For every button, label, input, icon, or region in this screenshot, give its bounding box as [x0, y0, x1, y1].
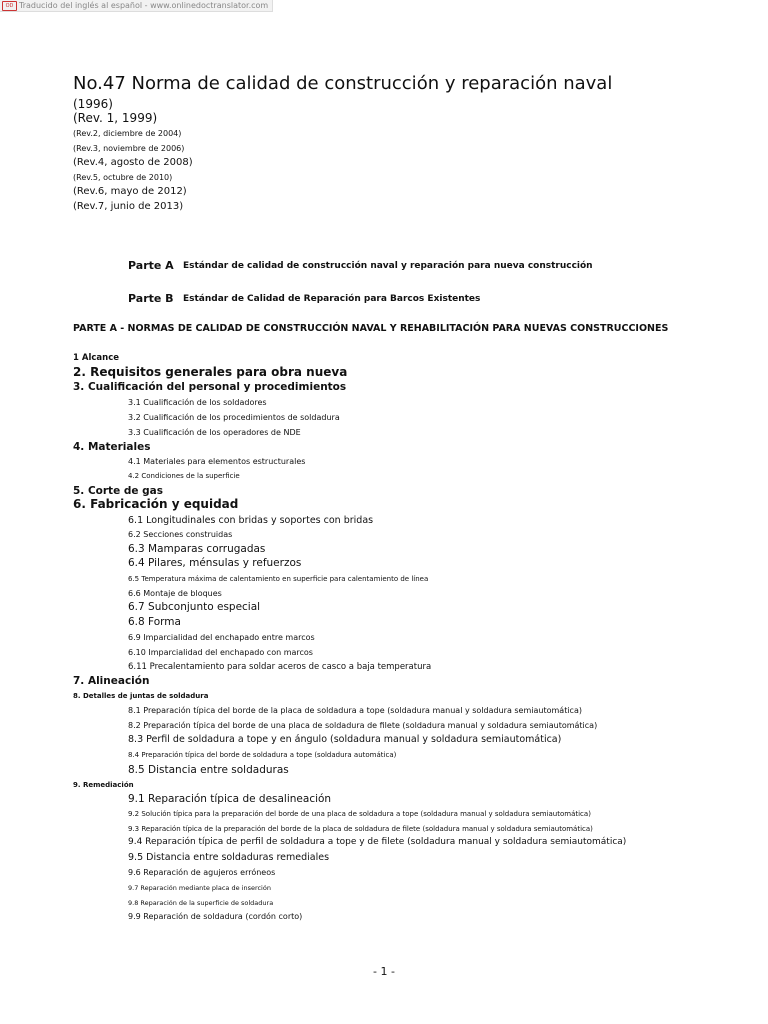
toc-subsection: 9.2 Solución típica para la preparación del borde de una placa de soldadura a tope (soldadura manual y soldadura semiautomática) [128, 810, 591, 818]
toc-subsection: 8.2 Preparación típica del borde de una placa de soldadura de filete (soldadura manual y soldadura semiautomática) [128, 721, 598, 730]
toc-subsection: 8.4 Preparación típica del borde de soldadura a tope (soldadura automática) [128, 751, 397, 759]
toc-subsection: 3.3 Cualificación de los operadores de NDE [128, 428, 301, 437]
toc-section: 8. Detalles de juntas de soldadura [73, 692, 209, 700]
document-title: No.47 Norma de calidad de construcción y reparación naval [73, 73, 613, 94]
toc-subsection: 6.3 Mamparas corrugadas [128, 543, 266, 555]
revision-line: (Rev.5, octubre de 2010) [73, 173, 173, 182]
toc-subsection: 6.9 Imparcialidad del enchapado entre marcos [128, 633, 315, 642]
translator-logo-icon: OD [2, 1, 17, 11]
toc-subsection: 9.9 Reparación de soldadura (cordón corto) [128, 912, 303, 921]
toc-subsection: 4.1 Materiales para elementos estructurales [128, 457, 306, 466]
part-b-label: Parte B [128, 292, 174, 305]
toc-subsection: 9.3 Reparación típica de la preparación del borde de la placa de soldadura de filete (soldadura manual y soldadura semiautomática) [128, 825, 593, 833]
revision-line: (1996) [73, 97, 113, 111]
toc-subsection: 8.3 Perfil de soldadura a tope y en ángulo (soldadura manual y soldadura semiautomática) [128, 734, 562, 745]
toc-subsection: 6.11 Precalentamiento para soldar aceros de casco a baja temperatura [128, 662, 432, 672]
toc-subsection: 6.2 Secciones construidas [128, 530, 233, 539]
toc-subsection: 9.5 Distancia entre soldaduras remediales [128, 852, 330, 863]
toc-subsection: 6.1 Longitudinales con bridas y soportes con bridas [128, 515, 374, 526]
toc-subsection: 6.6 Montaje de bloques [128, 589, 222, 598]
toc-section: 7. Alineación [73, 675, 150, 687]
part-b-description: Estándar de Calidad de Reparación para Barcos Existentes [183, 294, 481, 304]
toc-subsection: 6.8 Forma [128, 616, 181, 628]
revision-line: (Rev.7, junio de 2013) [73, 201, 184, 212]
toc-section: 5. Corte de gas [73, 485, 163, 497]
toc-section: 9. Remediación [73, 781, 134, 789]
revision-line: (Rev.4, agosto de 2008) [73, 157, 193, 168]
toc-subsection: 4.2 Condiciones de la superficie [128, 472, 240, 480]
toc-subsection: 9.1 Reparación típica de desalineación [128, 793, 332, 805]
toc-subsection: 9.7 Reparación mediante placa de inserción [128, 884, 271, 892]
part-a-description: Estándar de calidad de construcción naval y reparación para nueva construcción [183, 261, 593, 271]
toc-subsection: 9.4 Reparación típica de perfil de soldadura a tope y de filete (soldadura manual y soldadura semiautomática) [128, 837, 627, 847]
toc-section: 6. Fabricación y equidad [73, 497, 239, 511]
part-a-label: Parte A [128, 259, 174, 272]
toc-subsection: 3.1 Cualificación de los soldadores [128, 398, 267, 407]
toc-subsection: 6.5 Temperatura máxima de calentamiento en superficie para calentamiento de línea [128, 575, 429, 583]
toc-subsection: 8.1 Preparación típica del borde de la placa de soldadura a tope (soldadura manual y soldadura semiautomática) [128, 706, 582, 715]
toc-section: 1 Alcance [73, 353, 119, 363]
toc-subsection: 3.2 Cualificación de los procedimientos de soldadura [128, 413, 340, 422]
toc-subsection: 9.8 Reparación de la superficie de soldadura [128, 899, 274, 907]
revision-line: (Rev.3, noviembre de 2006) [73, 144, 185, 153]
translator-banner[interactable] [0, 0, 273, 12]
toc-section: 3. Cualificación del personal y procedimientos [73, 381, 347, 393]
revision-line: (Rev.2, diciembre de 2004) [73, 129, 182, 138]
toc-section: 4. Materiales [73, 441, 151, 453]
toc-subsection: 9.6 Reparación de agujeros erróneos [128, 868, 276, 877]
page-number: - 1 - [373, 965, 395, 978]
toc-subsection: 8.5 Distancia entre soldaduras [128, 764, 289, 776]
revision-line: (Rev. 1, 1999) [73, 111, 158, 125]
toc-subsection: 6.7 Subconjunto especial [128, 601, 261, 613]
revision-line: (Rev.6, mayo de 2012) [73, 186, 187, 197]
toc-subsection: 6.4 Pilares, ménsulas y refuerzos [128, 557, 302, 569]
part-a-heading: PARTE A - NORMAS DE CALIDAD DE CONSTRUCCIÓN NAVAL Y REHABILITACIÓN PARA NUEVAS CONSTRUCCIONES [73, 323, 669, 334]
toc-section: 2. Requisitos generales para obra nueva [73, 365, 348, 379]
translator-banner-text: Traducido del inglés al español - www.onlinedoctranslator.com [19, 1, 269, 10]
toc-subsection: 6.10 Imparcialidad del enchapado con marcos [128, 648, 313, 657]
